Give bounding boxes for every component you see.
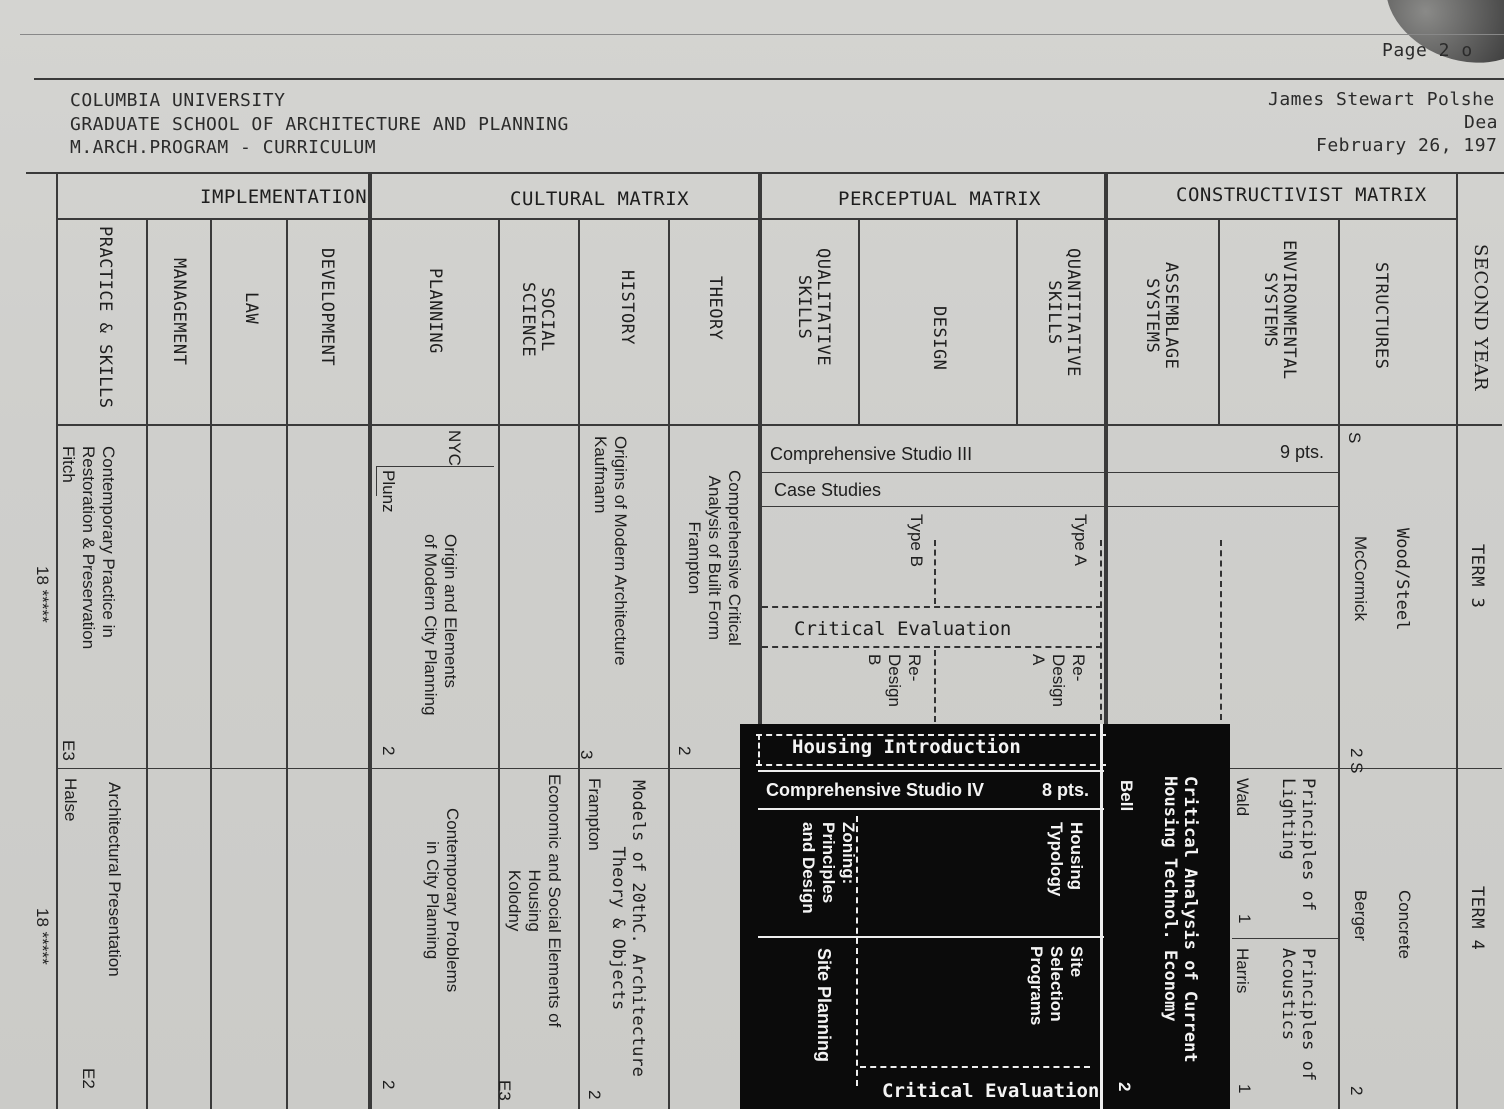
header-line1: COLUMBIA UNIVERSITY: [70, 90, 286, 111]
header-date: February 26, 197: [1316, 135, 1498, 156]
term4-site-planning: Site Planning: [814, 948, 834, 1063]
term4-social-code: E3: [495, 1080, 514, 1101]
term3-history-line2: Kaufmann: [591, 436, 610, 514]
case-rule: [760, 506, 1340, 507]
term4-assem-instructor: Bell: [1117, 780, 1136, 812]
term3-planning-tag: NYC: [445, 430, 464, 466]
term3-planning-num: 2: [379, 746, 398, 756]
term4-struct-num: 2: [1347, 1086, 1366, 1096]
header-line3: M.ARCH.PROGRAM - CURRICULUM: [70, 137, 377, 158]
term3-practice-line1: Contemporary Practice in: [99, 446, 118, 638]
light-1: Principles of: [1298, 778, 1318, 912]
term4-lighting: [1278, 778, 1318, 911]
site-sel-2: Selection: [1047, 946, 1066, 1022]
light-rule: [1232, 938, 1338, 939]
term4-typology: [1046, 822, 1086, 896]
col-line: [498, 218, 500, 1109]
housing-dash-bottom: [756, 764, 1106, 766]
header-line2: GRADUATE SCHOOL OF ARCHITECTURE AND PLANNING: [70, 114, 569, 135]
term4-practice: Architectural Presentation: [105, 782, 124, 977]
crit-dash-bottom: [762, 646, 1102, 648]
redesign-b-1: Re-: [905, 654, 924, 682]
term4-studio: Comprehensive Studio IV: [766, 780, 985, 800]
design-dash: [1100, 540, 1102, 720]
redesign-a-2: Design: [1049, 654, 1068, 707]
col-line: [146, 218, 148, 1109]
zoning-3: and Design: [799, 822, 818, 914]
col-assemblage: [1142, 262, 1180, 369]
redesign-b-2: Design: [885, 654, 904, 707]
term4-light-num: 1: [1235, 914, 1254, 924]
term4-critical-evaluation: Critical Evaluation: [882, 1080, 1100, 1102]
term3-redesign-b: [864, 654, 924, 707]
term3-history-num: 3: [577, 750, 596, 760]
term4-practice-instructor: Halse: [61, 778, 80, 822]
term3-theory-line3: Frampton: [685, 521, 704, 595]
term4-social-line1: Economic and Social Elements of: [545, 774, 564, 1028]
page-number: Page 2 o: [1382, 40, 1473, 61]
col-line: [858, 218, 860, 426]
col-line: [1456, 172, 1458, 1109]
matrix-implementation: IMPLEMENTATION: [200, 186, 368, 208]
col-theory: THEORY: [705, 276, 725, 341]
term4-assemblage: [1160, 776, 1200, 1063]
term4-acou-num: 1: [1235, 1084, 1254, 1094]
term4-planning: [422, 808, 462, 992]
housing-dash-side: [758, 734, 760, 766]
col-development: DEVELOPMENT: [317, 248, 337, 367]
col-planning: PLANNING: [425, 268, 445, 354]
term3-case-studies: Case Studies: [774, 480, 882, 500]
term4-struct-course: Concrete: [1395, 890, 1414, 959]
colhead-rule: [56, 424, 1502, 426]
col-line: [210, 218, 212, 1109]
col-line: [1218, 218, 1220, 426]
col-design: DESIGN: [929, 306, 949, 371]
col-second-year: SECOND YEAR: [1470, 244, 1491, 391]
term3-practice: [58, 446, 118, 649]
term4-planning-line1: Contemporary Problems: [443, 808, 462, 993]
term4-studio-pts: 8 pts.: [1042, 780, 1090, 800]
term3-planning-instructor: Plunz: [379, 470, 398, 513]
zoning-rule: [758, 936, 1104, 938]
term3-theory-line1: Comprehensive Critical: [725, 470, 744, 646]
term4-practice-code: E2: [79, 1068, 98, 1089]
col-environmental: [1260, 240, 1298, 380]
redesign-a-3: A: [1029, 654, 1048, 666]
zoning-1: Zoning:: [839, 822, 858, 885]
assem-1: Critical Analysis of Current: [1180, 776, 1200, 1063]
header-rule: [34, 78, 1504, 80]
term3-theory: [684, 470, 744, 646]
term3-studio-pts: 9 pts.: [1280, 442, 1325, 462]
term4-housing-intro: Housing Introduction: [792, 736, 1021, 758]
col-env-2: SYSTEMS: [1260, 272, 1280, 348]
term4-social: [504, 774, 564, 1027]
term4-history-line1: Models of 20thC. Architecture: [628, 780, 648, 1077]
term4-history-instructor: Frampton: [585, 778, 604, 851]
term4-zoning: [798, 822, 858, 914]
typology-1: Housing: [1067, 822, 1086, 890]
crit-dash: [762, 606, 1102, 608]
term3-planning-line1: Origin and Elements: [441, 534, 460, 689]
term4-label: TERM 4: [1467, 886, 1487, 951]
term4-history-num: 2: [585, 1090, 604, 1100]
term4-history: [608, 780, 648, 1077]
term4-acoustics: [1278, 948, 1318, 1081]
col-line: [368, 172, 372, 1109]
term3-theory-line2: Analysis of Built Form: [705, 475, 724, 641]
studio4-rule-top: [758, 770, 1104, 772]
term3-struct-instructor: McCormick: [1351, 536, 1370, 621]
col-history: HISTORY: [617, 270, 637, 346]
planning-tag-rule: [376, 466, 494, 467]
redesign-dash: [934, 650, 936, 722]
term4-social-line3: Kolodny: [505, 869, 524, 932]
col-line: [1016, 218, 1018, 426]
col-quant-1: QUANTITATIVE: [1063, 248, 1083, 377]
term3-history: [590, 436, 630, 666]
term4-practice-pts: 18 *****: [33, 908, 52, 965]
light-2: Lighting: [1278, 778, 1298, 860]
col-line: [1338, 218, 1340, 1109]
term3-struct-num: 2 S: [1347, 748, 1366, 774]
assem-dash: [1220, 540, 1222, 720]
term4-planning-num: 2: [379, 1080, 398, 1090]
col-line: [578, 218, 580, 1109]
term3-practice-pts: 18 *****: [33, 566, 52, 623]
term3-type-b: Type B: [907, 514, 926, 567]
studio4-rule: [758, 808, 1104, 810]
term3-practice-line2: Restoration & Preservation: [79, 446, 98, 650]
term3-studio: Comprehensive Studio III: [770, 444, 973, 464]
assem-divider: [1100, 724, 1103, 1109]
site-sel-3: Programs: [1027, 946, 1046, 1026]
term4-planning-line2: in City Planning: [423, 841, 442, 960]
term3-practice-line3: Fitch: [59, 446, 78, 483]
col-structures: STRUCTURES: [1371, 262, 1391, 370]
dean-name: James Stewart Polshe: [1268, 89, 1495, 110]
zoning-2: Principles: [819, 822, 838, 904]
term4-history-line2: Theory & Objects: [608, 846, 628, 1011]
matrix-perceptual: PERCEPTUAL MATRIX: [838, 188, 1041, 210]
table-top-rule: [26, 172, 1504, 174]
term3-redesign-a: [1028, 654, 1088, 707]
planning-tag-rule-v: [376, 466, 377, 496]
col-qual-2: SKILLS: [794, 274, 814, 340]
matrix-rule: [56, 218, 1456, 220]
term4-crit-num: 2: [1115, 1082, 1134, 1092]
term3-practice-code: E3: [59, 740, 78, 761]
studio-rule: [760, 472, 1340, 473]
col-social-2: SCIENCE: [518, 282, 538, 358]
acou-1: Principles of: [1298, 948, 1318, 1082]
term3-critical-evaluation: Critical Evaluation: [794, 618, 1012, 640]
term4-acou-instructor: Harris: [1233, 948, 1252, 994]
col-line: [668, 218, 670, 1109]
term3-planning-line2: of Modern City Planning: [421, 534, 440, 716]
col-management: MANAGEMENT: [169, 258, 189, 366]
assem-2: Housing Technol. Economy: [1160, 776, 1180, 1022]
col-qualitative: [794, 248, 832, 366]
matrix-cultural: CULTURAL MATRIX: [510, 188, 690, 210]
crit4-dash: [860, 1066, 1090, 1068]
col-qual-1: QUALITATIVE: [813, 248, 833, 367]
term-divider-right: [1230, 768, 1502, 769]
acou-2: Acoustics: [1278, 948, 1298, 1041]
col-env-1: ENVIRONMENTAL: [1279, 240, 1299, 380]
term3-struct-course: Wood/Steel: [1392, 528, 1412, 631]
col-social-science: [518, 282, 556, 357]
design-dash: [934, 540, 936, 604]
col-social-1: SOCIAL: [537, 287, 557, 352]
term4-site-selection: [1026, 946, 1086, 1025]
col-quantitative: [1044, 248, 1082, 377]
col-practice: PRACTICE & SKILLS: [95, 226, 115, 409]
col-assem-1: ASSEMBLAGE: [1161, 262, 1181, 370]
col-assem-2: SYSTEMS: [1142, 278, 1162, 354]
top-rule: [20, 34, 1504, 35]
matrix-constructivist: CONSTRUCTIVIST MATRIX: [1176, 184, 1427, 206]
term3-planning: [420, 534, 460, 715]
term4-struct-instructor: Berger: [1351, 890, 1370, 942]
term-divider: [56, 768, 742, 769]
site-sel-1: Site: [1067, 946, 1086, 978]
term3-label: TERM 3: [1467, 544, 1487, 609]
term3-history-line1: Origins of Modern Architecture: [611, 436, 630, 666]
typology-2: Typology: [1047, 822, 1066, 897]
term3-type-a: Type A: [1071, 514, 1090, 566]
col-line: [286, 218, 288, 1109]
col-quant-2: SKILLS: [1044, 280, 1064, 345]
term4-light-instructor: Wald: [1233, 778, 1252, 817]
term4-social-line2: Housing: [525, 869, 544, 932]
redesign-b-3: B: [865, 654, 884, 666]
term3-theory-num: 2: [675, 746, 694, 756]
col-law: LAW: [241, 292, 261, 325]
dean-title: Dea: [1464, 112, 1499, 133]
redesign-a-1: Re-: [1069, 654, 1088, 682]
term3-struct-tag: S: [1345, 432, 1364, 444]
